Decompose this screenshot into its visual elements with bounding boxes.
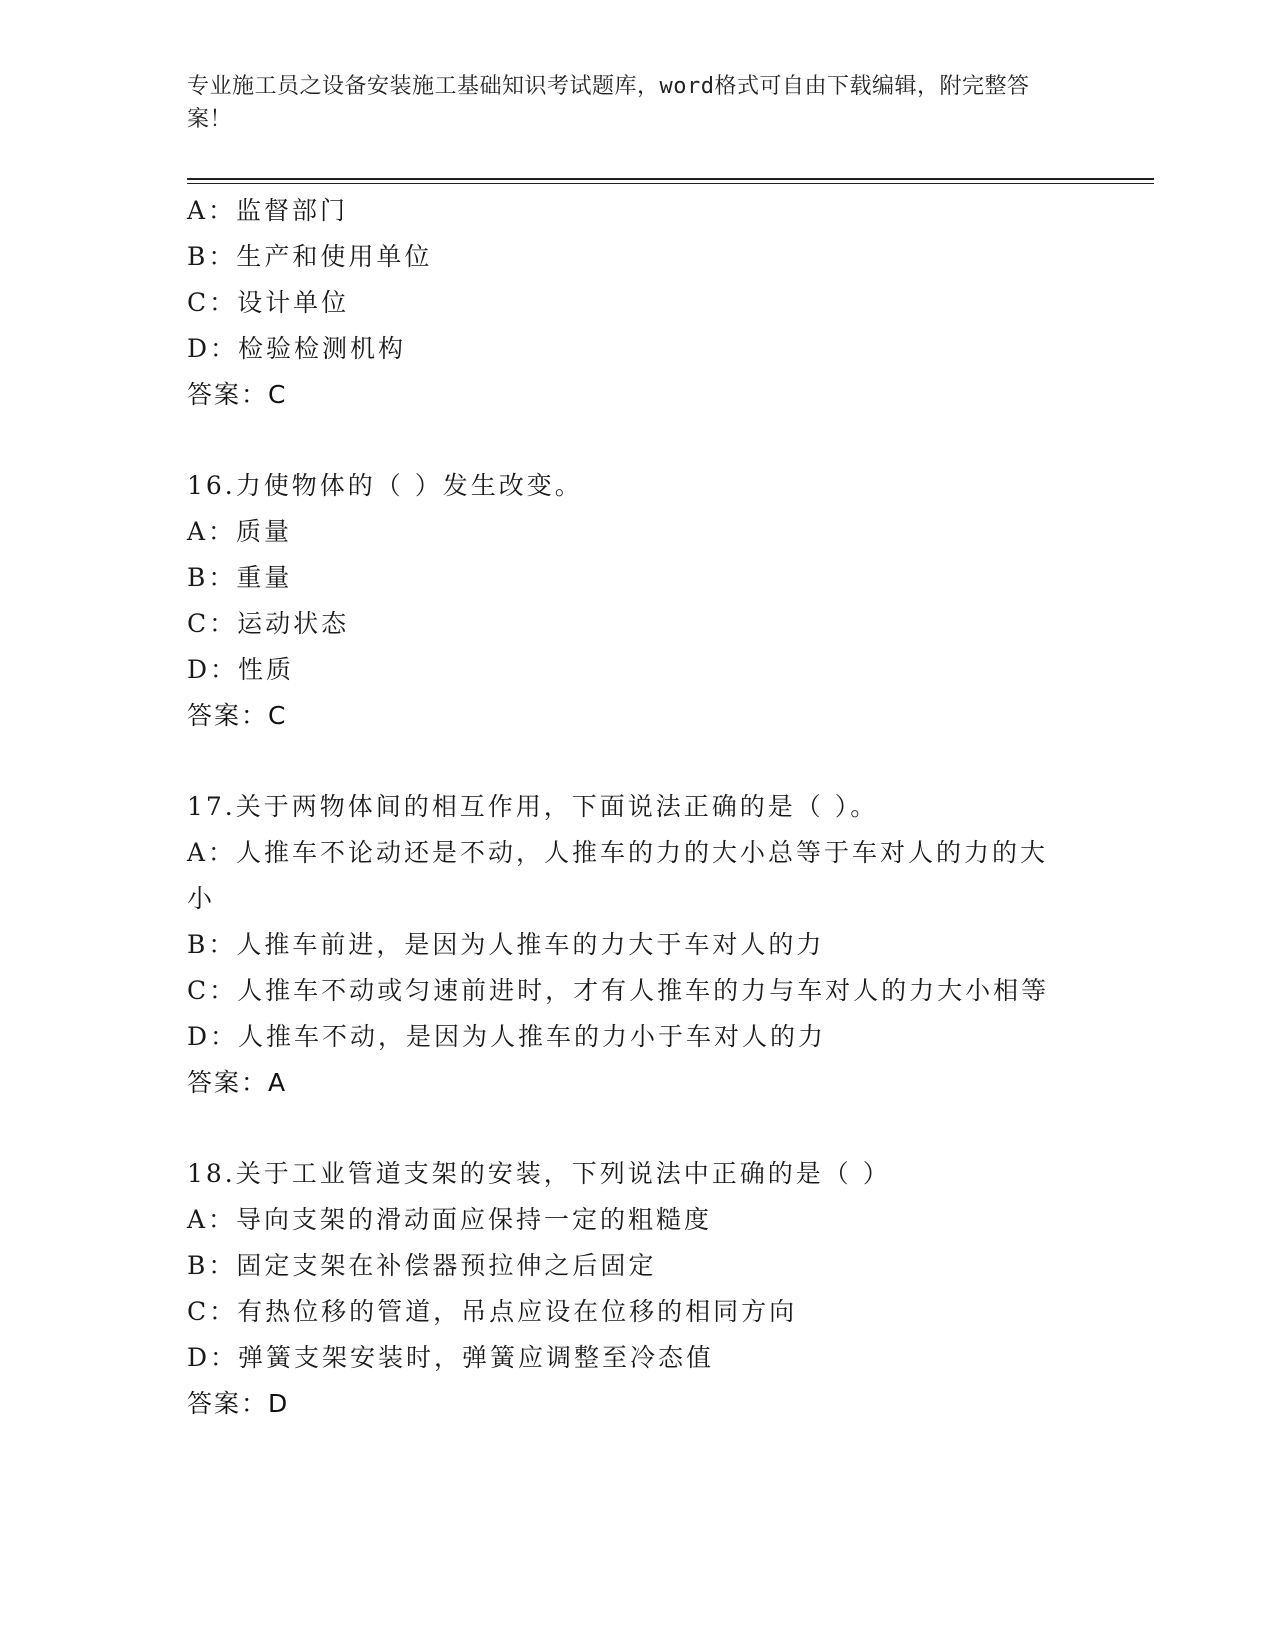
question-title: 17.关于两物体间的相互作用，下面说法正确的是（ ）。 <box>187 792 879 821</box>
question-18 <box>187 1151 1087 1427</box>
option-b: B：生产和使用单位 <box>187 242 433 271</box>
spacer <box>187 1106 1087 1151</box>
question-17 <box>187 784 1087 1106</box>
option-a: A：人推车不论动还是不动，人推车的力的大小总等于车对人的力的大小 <box>187 838 1049 913</box>
option-b: B：人推车前进，是因为人推车的力大于车对人的力 <box>187 930 825 959</box>
document-header: 专业施工员之设备安装施工基础知识考试题库，word格式可自由下载编辑，附完整答案！ <box>187 74 1030 132</box>
question-title: 16.力使物体的（ ）发生改变。 <box>187 471 583 500</box>
header-divider-thin <box>187 183 1154 184</box>
question-list <box>187 188 1087 1427</box>
spacer <box>187 739 1087 784</box>
question-title: 18.关于工业管道支架的安装，下列说法中正确的是（ ） <box>187 1159 891 1188</box>
spacer <box>187 418 1087 463</box>
answer: 答案：D <box>187 1389 290 1418</box>
answer: 答案：C <box>187 701 288 730</box>
option-d: D：人推车不动，是因为人推车的力小于车对人的力 <box>187 1022 827 1051</box>
option-d: D：弹簧支架安装时，弹簧应调整至冷态值 <box>187 1343 715 1372</box>
header-divider-thick <box>187 178 1154 180</box>
answer: 答案：A <box>187 1068 288 1097</box>
option-b: B：固定支架在补偿器预拉伸之后固定 <box>187 1251 657 1280</box>
option-d: D：性质 <box>187 655 295 684</box>
option-c: C：人推车不动或匀速前进时，才有人推车的力与车对人的力大小相等 <box>187 976 1050 1005</box>
option-c: C：有热位移的管道，吊点应设在位移的相同方向 <box>187 1297 798 1326</box>
option-a: A：质量 <box>187 517 293 546</box>
option-a: A：导向支架的滑动面应保持一定的粗糙度 <box>187 1205 713 1234</box>
question-15 <box>187 188 1087 418</box>
option-b: B：重量 <box>187 563 293 592</box>
question-16 <box>187 463 1087 739</box>
option-d: D：检验检测机构 <box>187 334 407 363</box>
option-a: A：监督部门 <box>187 196 349 225</box>
option-c: C：设计单位 <box>187 288 350 317</box>
answer: 答案：C <box>187 380 288 409</box>
option-c: C：运动状态 <box>187 609 350 638</box>
